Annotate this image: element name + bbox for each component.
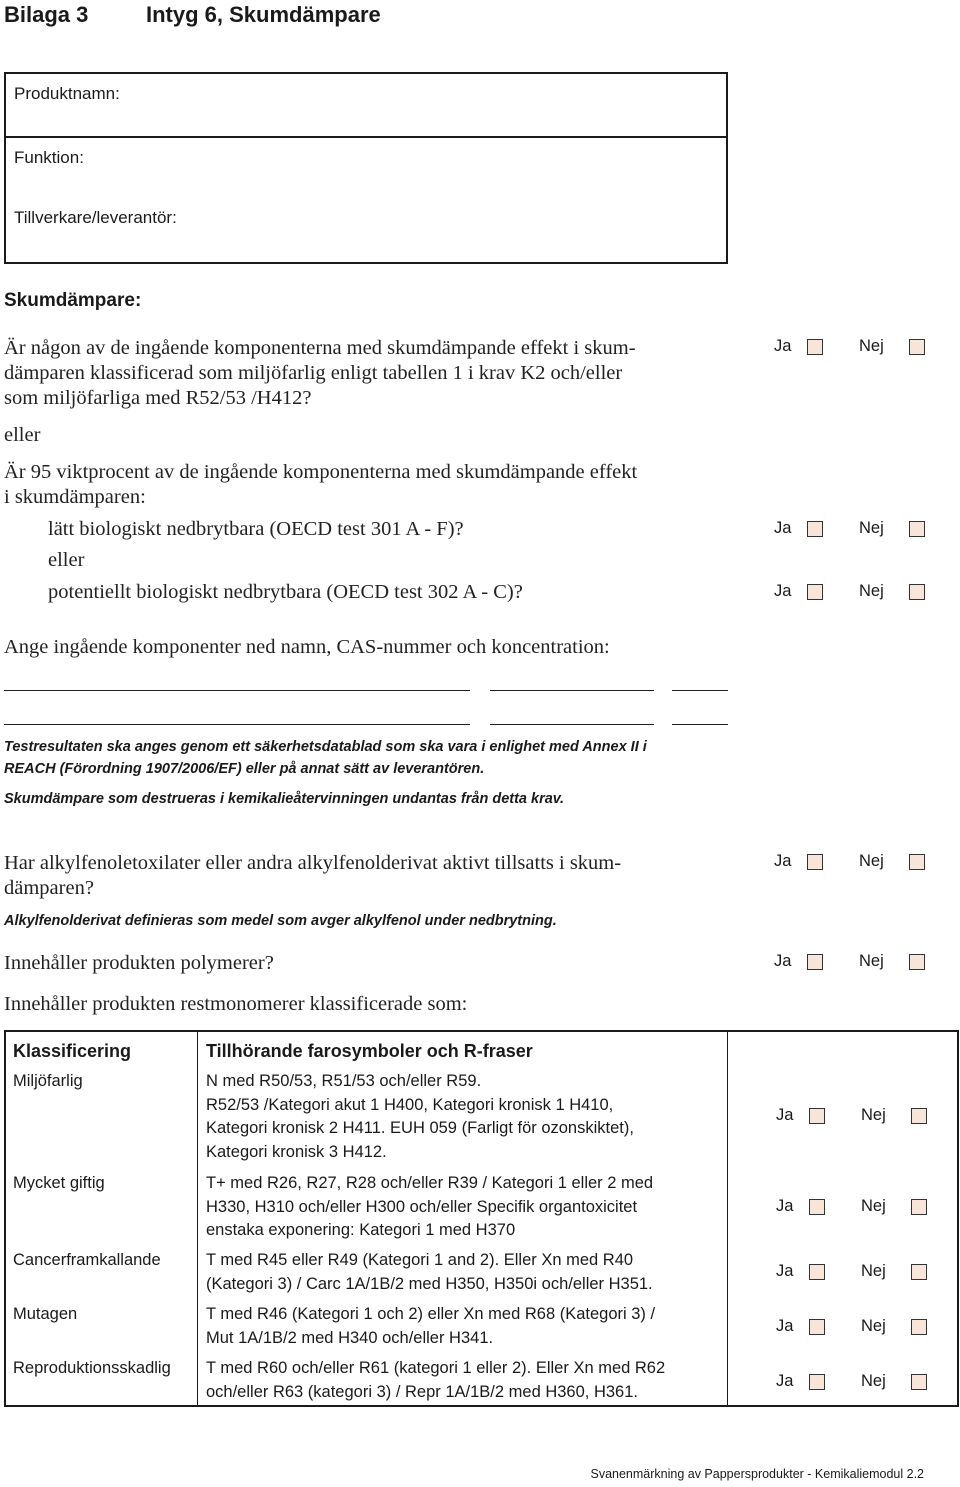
table-divider-2 [727,1032,728,1405]
yes-no-row-2 [776,1260,936,1284]
concentration-line-2[interactable] [672,724,728,725]
yes-no-row-1 [776,1195,936,1219]
no-checkbox-q3[interactable] [909,854,925,870]
page-title: Intyg 6, Skumdämpare [146,2,381,27]
components-prompt: Ange ingående komponenter ned namn, CAS-nummer och koncentration: [4,636,610,658]
cas-number-line-1[interactable] [490,690,654,691]
component-name-line-2[interactable] [4,724,470,725]
no-label: Nej [859,337,884,355]
table-row-line: T med R46 (Kategori 1 och 2) eller Xn med R68 (Kategori 3) / [206,1305,656,1323]
yes-no-q4 [774,950,934,974]
no-checkbox-row-3[interactable] [911,1319,927,1335]
table-row-line: Mut 1A/1B/2 med H340 och/eller H341. [206,1328,494,1347]
page-footer: Svanenmärkning av Pappersprodukter - Kemikaliemodul 2.2 [590,1467,924,1481]
no-checkbox-row-4[interactable] [911,1374,927,1390]
no-label: Nej [861,1372,886,1390]
table-row-class: Miljöfarlig [13,1072,83,1090]
yes-checkbox-q3[interactable] [807,854,823,870]
yes-no-row-0 [776,1104,936,1128]
cas-number-line-2[interactable] [490,724,654,725]
table-row-line: T med R60 och/eller R61 (kategori 1 eller 2). Eller Xn med R62 [206,1359,666,1377]
no-label: Nej [861,1197,886,1215]
table-row-line: T med R45 eller R49 (Kategori 1 and 2). Eller Xn med R40 [206,1251,634,1269]
yes-checkbox-q2b[interactable] [807,584,823,600]
appendix-label: Bilaga 3 [4,2,89,27]
yes-checkbox-q4[interactable] [807,954,823,970]
function-manufacturer-box[interactable] [4,136,728,264]
yes-label: Ja [776,1262,794,1280]
no-label: Nej [859,582,884,600]
no-label: Nej [859,852,884,870]
yes-no-q2b [774,580,934,604]
question-3-line-1: Har alkylfenoletoxilater eller andra alkylfenolderivat aktivt tillsatts i skum- [4,852,622,874]
yes-no-q2a [774,517,934,541]
no-checkbox-q1[interactable] [909,339,925,355]
table-row-line: och/eller R63 (kategori 3) / Repr 1A/1B/2 med H360, H361. [206,1382,638,1401]
table-row-line: Kategori kronisk 3 H412. [206,1142,387,1161]
note-3: Alkylfenolderivat definieras som medel som avger alkylfenol under nedbrytning. [4,913,557,929]
note-1-line-1: Testresultaten ska anges genom ett säkerhetsdatablad som ska vara i enlighet med Annex II i [4,739,647,755]
no-label: Nej [859,519,884,537]
no-label: Nej [861,1262,886,1280]
no-checkbox-q2a[interactable] [909,521,925,537]
no-checkbox-row-1[interactable] [911,1199,927,1215]
yes-checkbox-row-4[interactable] [809,1374,825,1390]
section-heading: Skumdämpare: [4,290,142,311]
yes-checkbox-q1[interactable] [807,339,823,355]
or-text-1: eller [4,424,41,446]
yes-label: Ja [776,1372,794,1390]
table-row-class: Reproduktionsskadlig [13,1359,171,1377]
product-name-box[interactable] [4,72,728,138]
question-2-line-1: Är 95 viktprocent av de ingående komponenterna med skumdämpande effekt [4,461,638,483]
table-row-line: Kategori kronisk 2 H411. EUH 059 (Farligt för ozonskiktet), [206,1119,634,1137]
component-name-line-1[interactable] [4,690,470,691]
no-checkbox-row-0[interactable] [911,1108,927,1124]
question-2-line-2: i skumdämparen: [4,486,146,508]
table-row-line: R52/53 /Kategori akut 1 H400, Kategori kronisk 1 H410, [206,1095,614,1114]
note-2: Skumdämpare som destrueras i kemikalieåtervinningen undantas från detta krav. [4,791,565,807]
no-checkbox-q2b[interactable] [909,584,925,600]
question-5: Innehåller produkten restmonomerer klassificerade som: [4,993,468,1015]
question-1-line-2: dämparen klassificerad som miljöfarlig enligt tabellen 1 i krav K2 och/eller [4,362,623,384]
no-checkbox-q4[interactable] [909,954,925,970]
no-label: Nej [859,952,884,970]
table-row-line: N med R50/53, R51/53 och/eller R59. [206,1072,482,1090]
table-row-line: enstaka exponering: Kategori 1 med H370 [206,1221,516,1239]
question-3-line-2: dämparen? [4,877,94,899]
yes-checkbox-row-3[interactable] [809,1319,825,1335]
function-label: Funktion: [14,148,84,167]
concentration-line-1[interactable] [672,690,728,691]
product-name-label: Produktnamn: [14,84,120,103]
note-1-line-2: REACH (Förordning 1907/2006/EF) eller på annat sätt av leverantören. [4,761,485,777]
no-label: Nej [861,1106,886,1124]
no-label: Nej [861,1317,886,1335]
question-4: Innehåller produkten polymerer? [4,952,274,974]
table-row-class: Mutagen [13,1305,78,1323]
question-1-line-3: som miljöfarliga med R52/53 /H412? [4,387,312,409]
yes-label: Ja [774,519,792,537]
table-row-line: T+ med R26, R27, R28 och/eller R39 / Kategori 1 eller 2 med [206,1174,654,1192]
question-2a: lätt biologiskt nedbrytbara (OECD test 301 A - F)? [48,518,464,540]
yes-label: Ja [774,952,792,970]
table-row-line: H330, H310 och/eller H300 och/eller Specifik organtoxicitet [206,1197,638,1216]
yes-label: Ja [774,337,792,355]
table-header-phrases: Tillhörande farosymboler och R-fraser [206,1041,533,1061]
table-divider-1 [197,1032,198,1405]
yes-checkbox-q2a[interactable] [807,521,823,537]
yes-label: Ja [776,1317,794,1335]
yes-checkbox-row-0[interactable] [809,1108,825,1124]
table-header-classification: Klassificering [13,1041,132,1061]
yes-label: Ja [776,1197,794,1215]
yes-checkbox-row-2[interactable] [809,1264,825,1280]
yes-checkbox-row-1[interactable] [809,1199,825,1215]
question-2b: potentiellt biologiskt nedbrytbara (OECD test 302 A - C)? [48,581,523,603]
table-row-class: Cancerframkallande [13,1251,161,1269]
question-1-line-1: Är någon av de ingående komponenterna med skumdämpande effekt i skum- [4,337,636,359]
yes-label: Ja [774,582,792,600]
table-row-class: Mycket giftig [13,1174,105,1192]
manufacturer-label: Tillverkare/leverantör: [14,208,177,227]
or-text-2: eller [48,549,85,571]
yes-no-row-3 [776,1315,936,1339]
yes-label: Ja [774,852,792,870]
yes-no-q3 [774,850,934,874]
yes-no-row-4 [776,1370,936,1394]
no-checkbox-row-2[interactable] [911,1264,927,1280]
classification-table [4,1030,959,1407]
table-row-line: (Kategori 3) / Carc 1A/1B/2 med H350, H350i och/eller H351. [206,1274,653,1293]
yes-label: Ja [776,1106,794,1124]
yes-no-q1 [774,335,934,359]
